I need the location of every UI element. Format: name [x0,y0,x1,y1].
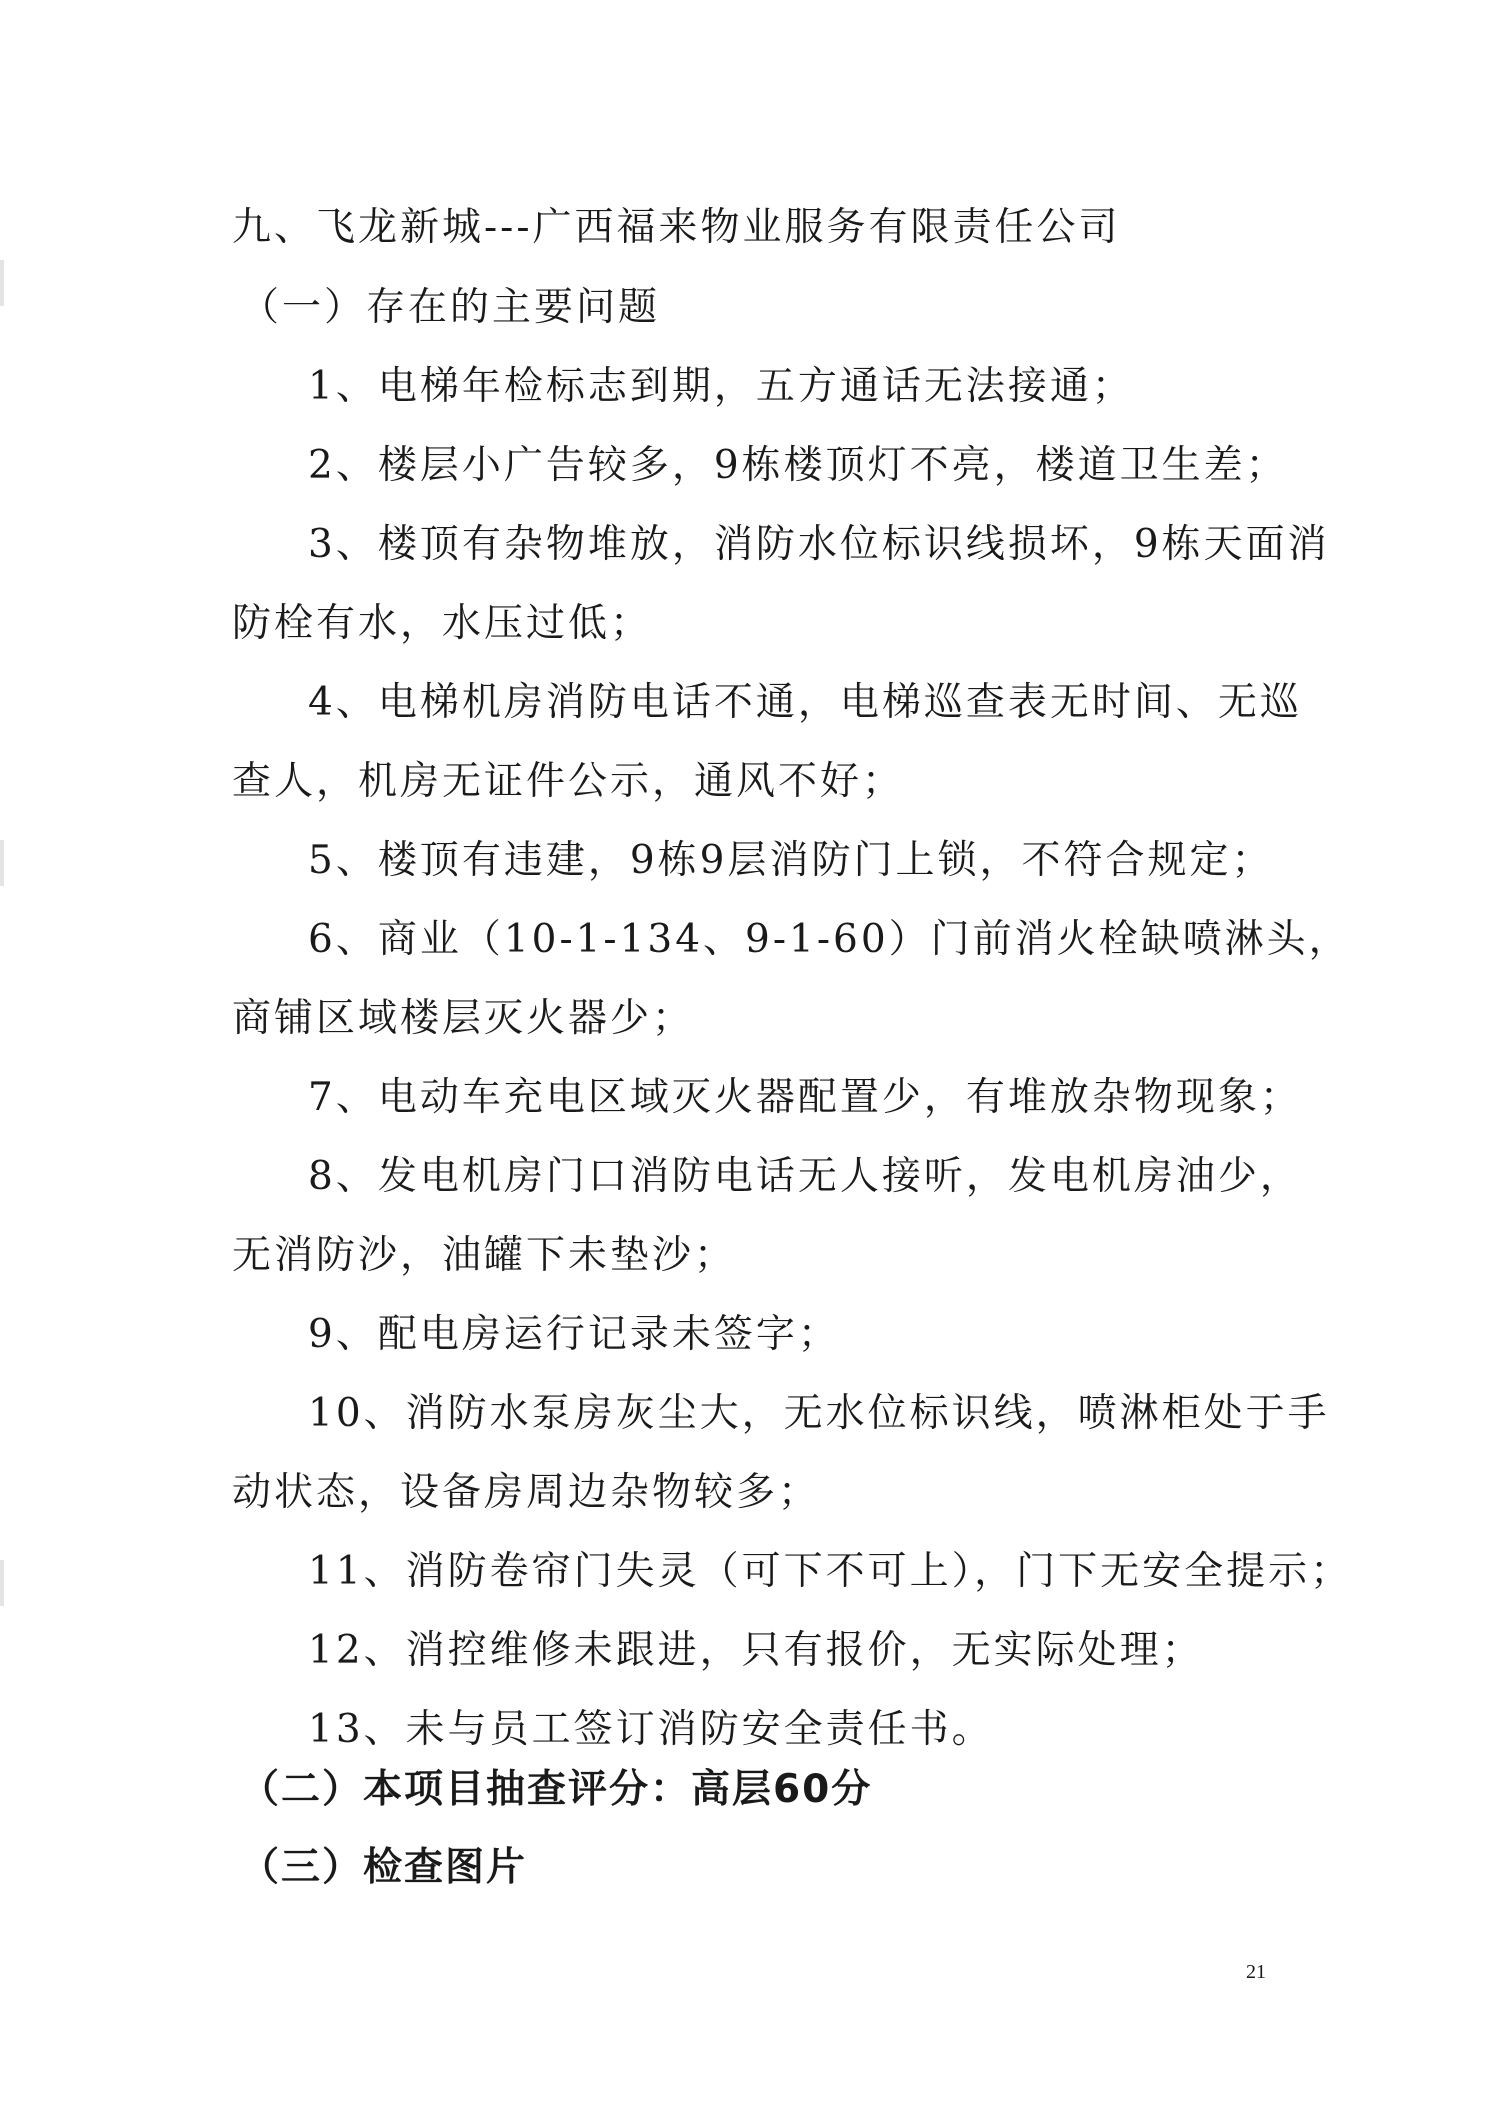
section-title-score: （二）本项目抽查评分：高层60分 [240,1767,873,1812]
problem-item: 13、未与员工签订消防安全责任书。 [308,1707,994,1752]
problem-item-continuation: 商铺区域楼层灭火器少； [232,996,695,1041]
section-title-photos: （三）检查图片 [240,1845,528,1890]
problem-item: 5、楼顶有违建，9栋9层消防门上锁，不符合规定； [308,838,1274,883]
problem-item: 8、发电机房门口消防电话无人接听，发电机房油少， [308,1154,1302,1199]
problem-item: 2、楼层小广告较多，9栋楼顶灯不亮，楼道卫生差； [308,443,1288,488]
page-number: 21 [1246,1961,1266,1983]
scan-edge-mark [0,1560,4,1606]
scan-edge-mark [0,840,4,886]
scan-edge-mark [0,260,4,306]
problem-item: 4、电梯机房消防电话不通，电梯巡查表无时间、无巡 [308,680,1302,725]
problem-item-continuation: 无消防沙，油罐下未垫沙； [232,1233,737,1278]
problem-item: 7、电动车充电区域灭火器配置少，有堆放杂物现象； [308,1075,1302,1120]
problem-item: 11、消防卷帘门失灵（可下不可上），门下无安全提示； [308,1549,1353,1594]
problem-item: 9、配电房运行记录未签字； [308,1312,840,1357]
document-heading: 九、飞龙新城---广西福来物业服务有限责任公司 [232,205,1121,250]
problem-item-continuation: 查人，机房无证件公示，通风不好； [232,759,905,804]
problem-item: 3、楼顶有杂物堆放，消防水位标识线损坏，9栋天面消 [308,522,1330,567]
problem-item-continuation: 动状态，设备房周边杂物较多； [232,1470,821,1515]
problem-item: 6、商业（10-1-134、9-1-60）门前消火栓缺喷淋头， [308,917,1351,962]
section-title-problems: （一）存在的主要问题 [240,285,661,330]
problem-item: 1、电梯年检标志到期，五方通话无法接通； [308,364,1134,409]
problem-item-continuation: 防栓有水，水压过低； [232,601,653,646]
problem-item: 10、消防水泵房灰尘大，无水位标识线，喷淋柜处于手 [308,1391,1330,1436]
problem-item: 12、消控维修未跟进，只有报价，无实际处理； [308,1628,1204,1673]
